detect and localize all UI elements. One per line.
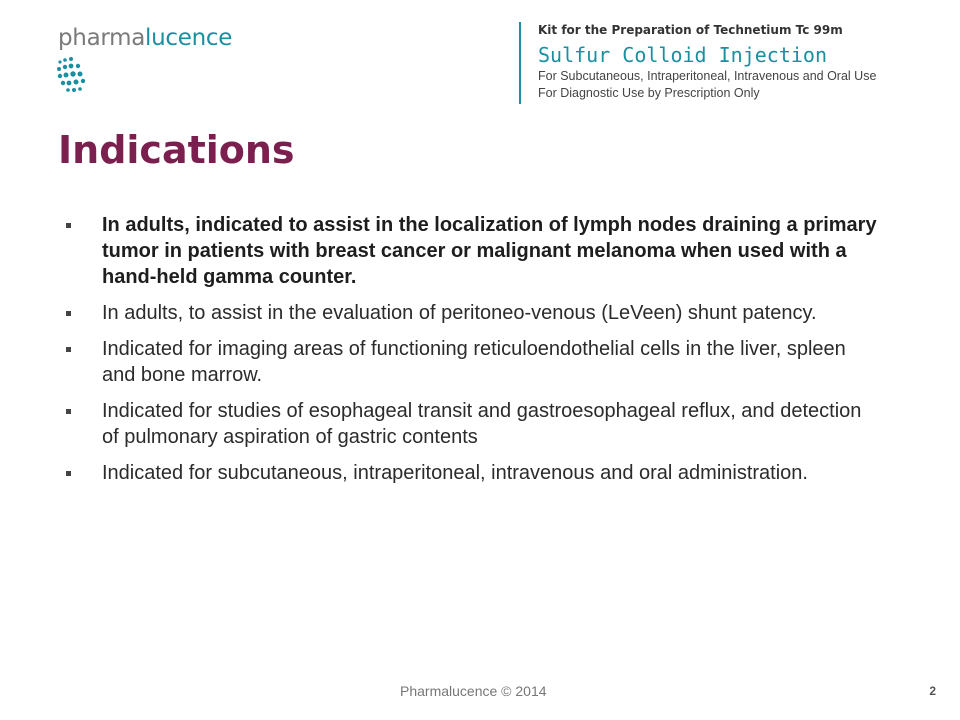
product-header	[538, 22, 953, 102]
bullet-text: In adults, indicated to assist in the localization of lymph nodes draining a primary tumor in patients with breast cancer or malignant melanoma when used with a hand-held gamma counter.	[102, 214, 877, 288]
square-bullet-icon	[66, 311, 71, 316]
header-divider	[519, 22, 521, 104]
bullet-text: Indicated for subcutaneous, intraperitoneal, intravenous and oral administration.	[102, 462, 808, 484]
bullet-item	[60, 460, 880, 486]
logo-dots-icon	[56, 56, 90, 96]
indications-list	[60, 212, 880, 496]
bullet-text: Indicated for studies of esophageal transit and gastroesophageal reflux, and detection of pulmonary aspiration of gastric contents	[102, 400, 862, 448]
company-logo	[28, 24, 233, 76]
bullet-item	[60, 212, 880, 290]
bullet-text: In adults, to assist in the evaluation of peritoneo-venous (LeVeen) shunt patency.	[102, 302, 817, 324]
use-line-1: For Subcutaneous, Intraperitoneal, Intravenous and Oral Use	[538, 69, 877, 83]
bullet-item	[60, 398, 880, 450]
bullet-item	[60, 336, 880, 388]
square-bullet-icon	[66, 471, 71, 476]
footer-copyright: Pharmalucence © 2014	[400, 683, 547, 699]
logo-text-pharma: pharma	[58, 25, 146, 51]
logo-text-lucence: lucence	[145, 25, 233, 51]
slide-title: Indications	[58, 128, 295, 172]
square-bullet-icon	[66, 347, 71, 352]
square-bullet-icon	[66, 409, 71, 414]
product-name: Sulfur Colloid Injection	[538, 43, 827, 67]
use-line-2: For Diagnostic Use by Prescription Only	[538, 86, 760, 100]
bullet-item	[60, 300, 880, 326]
square-bullet-icon	[66, 223, 71, 228]
logo-wordmark	[58, 25, 232, 51]
kit-line: Kit for the Preparation of Technetium Tc 99m	[538, 23, 843, 37]
page-number: 2	[929, 684, 936, 698]
bullet-text: Indicated for imaging areas of functioning reticuloendothelial cells in the liver, spleen and bone marrow.	[102, 338, 846, 386]
